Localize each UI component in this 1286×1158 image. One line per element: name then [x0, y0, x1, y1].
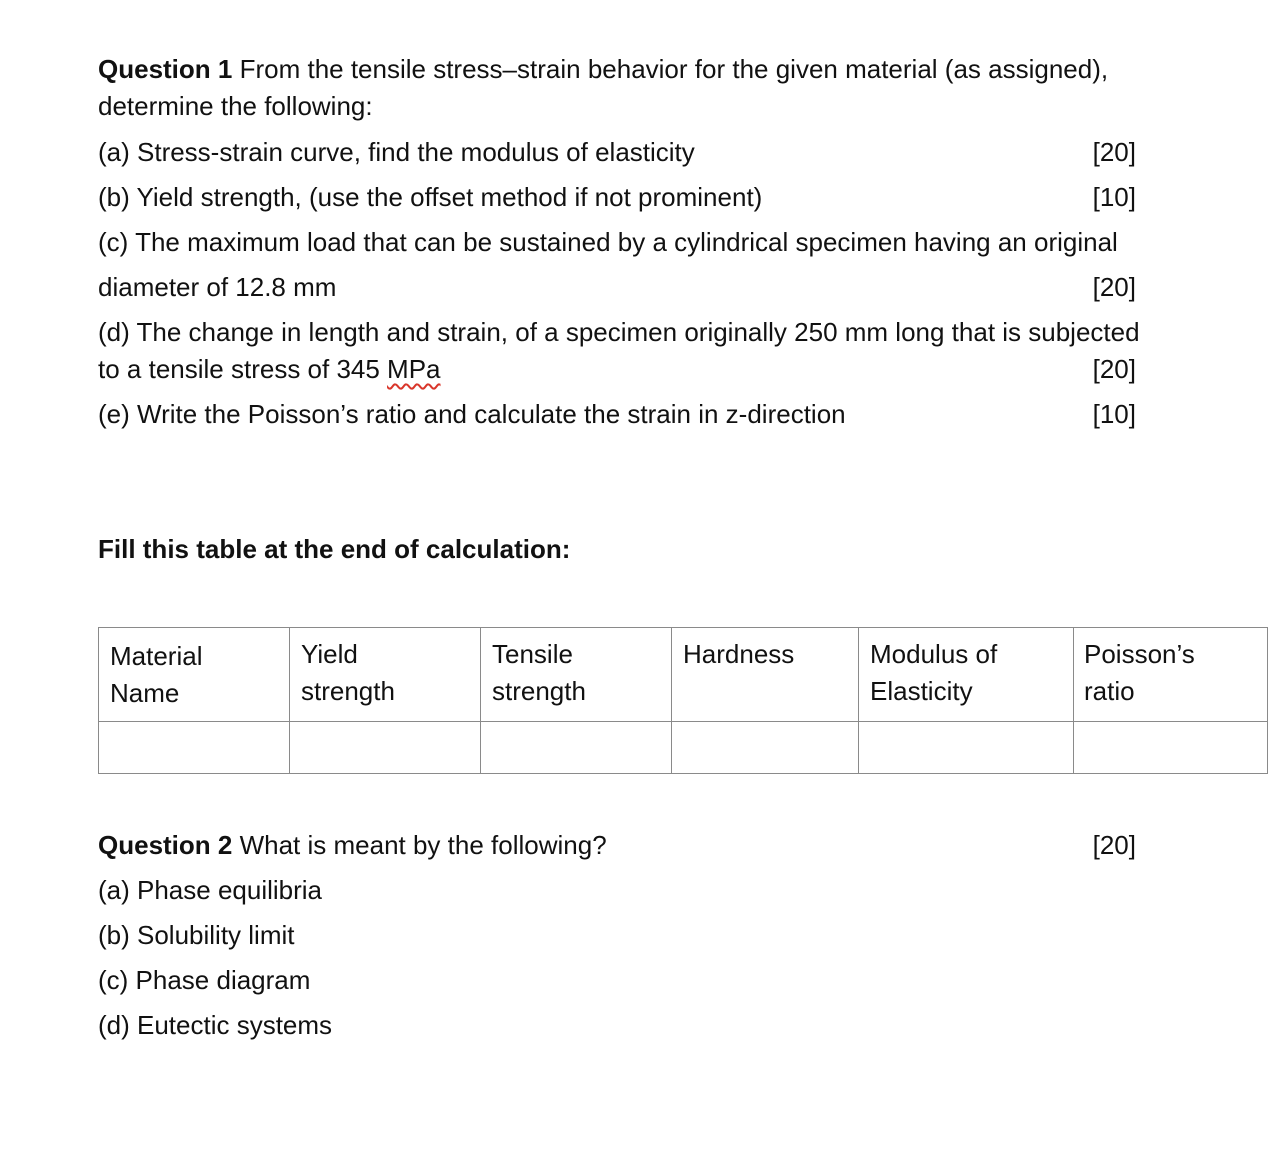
header-hardness [672, 628, 859, 722]
question1-part-d: (d) The change in length and strain, of a specimen originally 250 mm long that is subjected [98, 317, 1140, 347]
question1-heading: Question 1 [98, 54, 233, 84]
question1-part-d-marks: [20] [1092, 354, 1136, 384]
spellcheck-word-mpa: MPa [387, 354, 441, 384]
table-instruction-text: Fill this table at the end of calculation: [98, 534, 571, 564]
header-poissons-line1: Poisson’s [1084, 639, 1195, 669]
header-tensile-strength-line1: Tensile [492, 639, 573, 669]
header-tensile-strength-line2: strength [492, 676, 586, 706]
header-modulus-line1: Modulus of [870, 639, 998, 669]
cell-material-name[interactable] [99, 722, 290, 774]
question1-part-c-line2: diameter of 12.8 mm [98, 272, 337, 302]
table-empty-row [99, 722, 1268, 774]
question1-part-b: (b) Yield strength, (use the offset method if not prominent) [98, 182, 763, 212]
question1-part-c-marks: [20] [1092, 272, 1136, 302]
header-poissons-line2: ratio [1084, 676, 1135, 706]
header-hardness-line1: Hardness [683, 639, 795, 669]
cell-tensile-strength[interactable] [481, 722, 672, 774]
cell-yield-strength[interactable] [290, 722, 481, 774]
question1-part-c: (c) The maximum load that can be sustained by a cylindrical specimen having an original [98, 227, 1118, 257]
question1-part-a: (a) Stress-strain curve, find the modulus of elasticity [98, 137, 695, 167]
question1-part-e-marks: [10] [1092, 399, 1136, 429]
question1-intro [98, 56, 1108, 82]
header-tensile-strength [481, 628, 672, 722]
question1-part-a-marks: [20] [1092, 137, 1136, 167]
question1-intro-line2: determine the following: [98, 91, 373, 121]
cell-modulus-of-elasticity[interactable] [859, 722, 1074, 774]
question2-part-b: (b) Solubility limit [98, 920, 295, 950]
question2-intro-text: What is meant by the following? [232, 830, 607, 860]
question1-part-d-line2 [98, 356, 441, 382]
question1-part-e: (e) Write the Poisson’s ratio and calculate the strain in z-direction [98, 399, 846, 429]
question2-part-a: (a) Phase equilibria [98, 875, 323, 905]
cell-hardness[interactable] [672, 722, 859, 774]
results-table [98, 627, 1268, 774]
header-material-name-line2: Name [110, 678, 180, 708]
header-modulus-of-elasticity [859, 628, 1074, 722]
question2-marks: [20] [1092, 830, 1136, 860]
question2-intro [98, 832, 607, 858]
question2-heading: Question 2 [98, 830, 233, 860]
question1-part-b-marks: [10] [1092, 182, 1136, 212]
question2-part-d: (d) Eutectic systems [98, 1010, 333, 1040]
cell-poissons-ratio[interactable] [1074, 722, 1268, 774]
header-yield-strength-line1: Yield [301, 639, 358, 669]
question1-intro-text: From the tensile stress–strain behavior for the given material (as assigned), [232, 54, 1109, 84]
header-material-name-line1: Material [110, 641, 203, 671]
question1-part-d-line2-text: to a tensile stress of 345 [98, 354, 388, 384]
header-yield-strength [290, 628, 481, 722]
header-modulus-line2: Elasticity [870, 676, 973, 706]
table-header-row [99, 628, 1268, 722]
header-material-name [99, 628, 290, 722]
header-poissons-ratio [1074, 628, 1268, 722]
header-yield-strength-line2: strength [301, 676, 395, 706]
question2-part-c: (c) Phase diagram [98, 965, 311, 995]
table-instruction [98, 536, 570, 562]
